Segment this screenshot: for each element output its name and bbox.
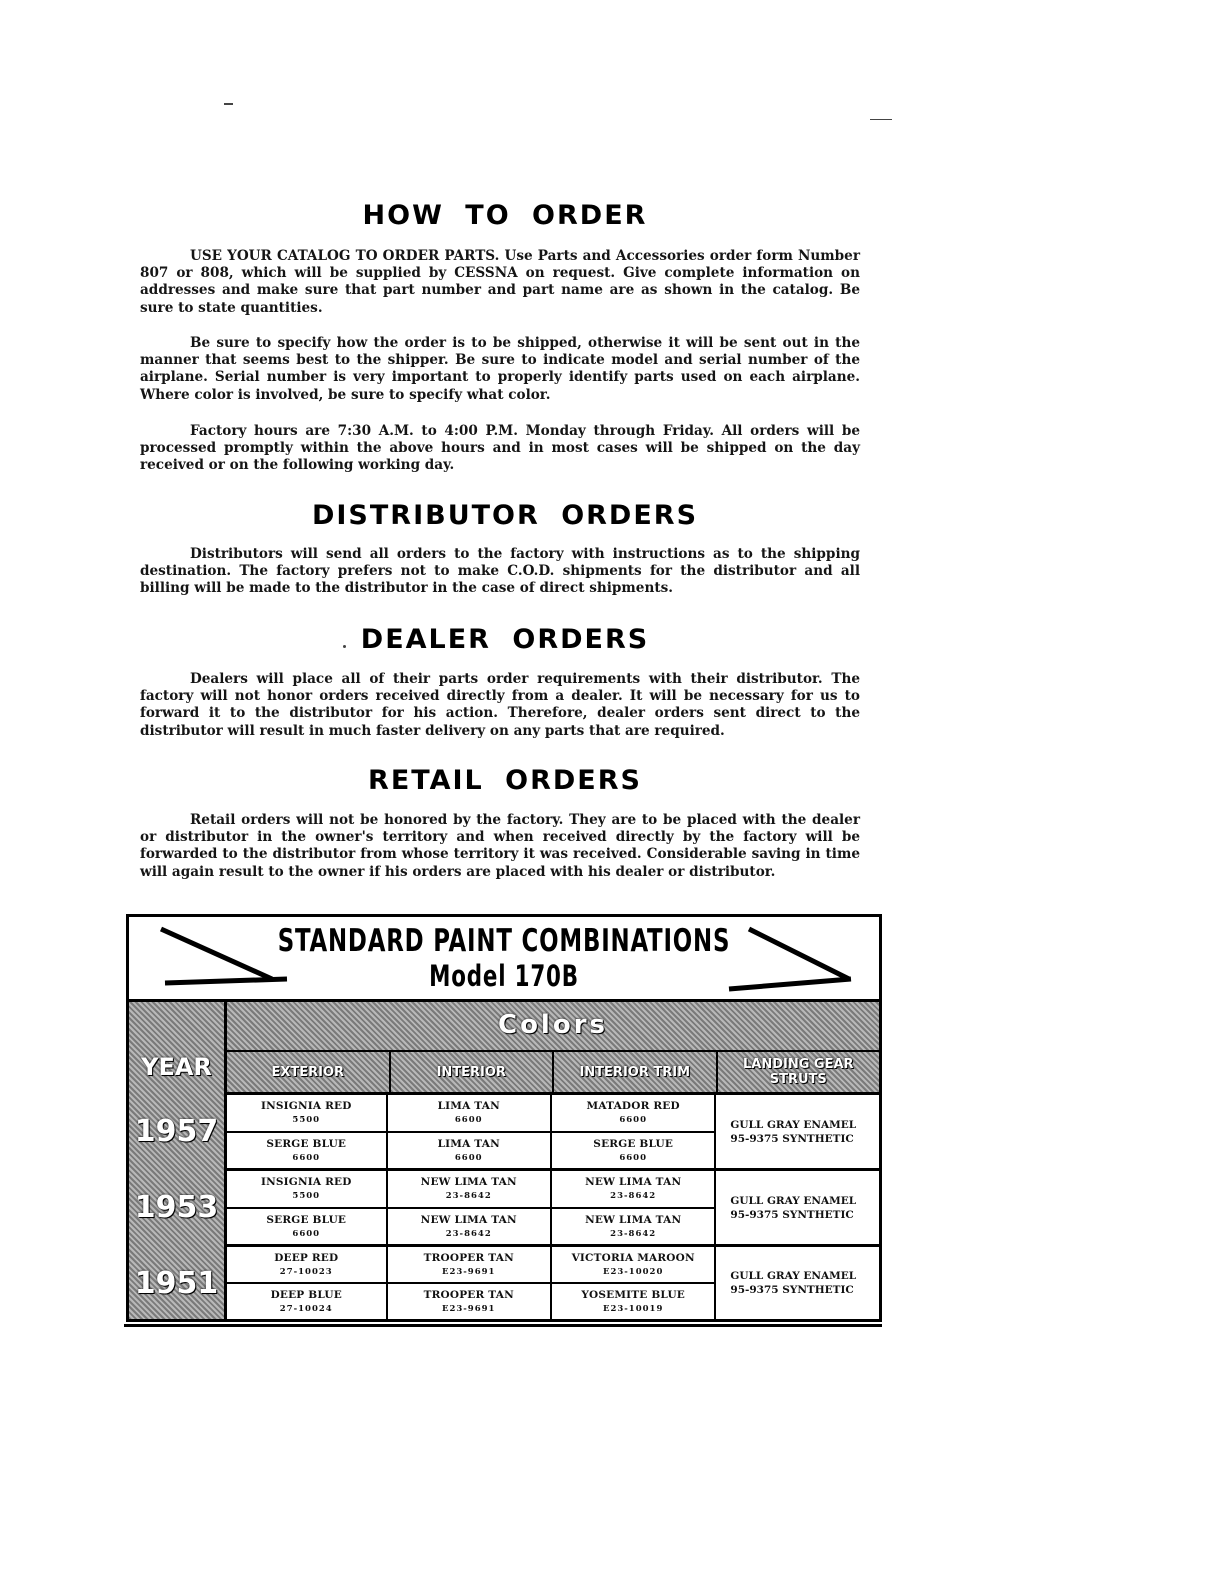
color-code: 6600: [619, 1115, 648, 1126]
column-header-interior-trim: INTERIOR TRIM: [554, 1052, 718, 1092]
column-header-exterior: EXTERIOR: [227, 1052, 391, 1092]
color-name: NEW LIMA TAN: [585, 1213, 682, 1226]
gear-paint: GULL GRAY ENAMEL: [730, 1194, 857, 1207]
paragraph: Be sure to specify how the order is to be shipped, otherwise it will be sent out in the manner that seems best to the shipper. Be sure to indicate model and serial number of the airplane. Serial number is very important to properly identify parts used on each airplane. Where color is involved, be sure to specify what color.: [140, 335, 860, 403]
color-name: DEEP BLUE: [270, 1289, 342, 1301]
paint-combinations-table: [126, 914, 882, 1322]
color-name: TROOPER TAN: [423, 1289, 514, 1301]
landing-gear-column: [716, 1095, 879, 1168]
color-name: NEW LIMA TAN: [420, 1213, 517, 1226]
colors-header-band: [227, 1002, 879, 1052]
year-block-1957: [227, 1095, 879, 1171]
color-name: DEEP RED: [274, 1252, 339, 1264]
color-code: 6600: [292, 1152, 321, 1163]
color-code: 5500: [292, 1191, 321, 1202]
color-cell: [227, 1207, 386, 1245]
heading-retail-orders: RETAIL ORDERS: [368, 765, 642, 796]
color-code: 6600: [292, 1228, 321, 1239]
color-cell: [552, 1131, 714, 1169]
color-cell: [388, 1247, 550, 1282]
color-cell: [552, 1207, 714, 1245]
year-label: 1951: [134, 1266, 219, 1301]
color-name: INSIGNIA RED: [260, 1176, 352, 1189]
interior-column: [388, 1095, 552, 1168]
color-cell: [227, 1282, 386, 1319]
color-name: NEW LIMA TAN: [585, 1176, 682, 1189]
paragraph: Retail orders will not be honored by the factory. They are to be placed with the dealer or distributor in the owner's territory and when received directly by the factory will be forwarded to the distributor from whose territory it was received. Considerable saving in time will again result to the owner if his orders are placed with his dealer or distributor.: [140, 812, 860, 880]
interior-trim-column: [552, 1171, 716, 1244]
landing-gear-column: [716, 1247, 879, 1319]
paragraph: Dealers will place all of their parts order requirements with their distributor. The factory will not honor orders received directly from a dealer. It will be necessary for us to forward it to the distributor for his action. Therefore, dealer orders sent direct to the distributor will result in much faster delivery on any parts that are required.: [140, 671, 860, 739]
color-code: 6600: [619, 1152, 648, 1163]
color-name: SERGE BLUE: [266, 1213, 347, 1226]
color-cell: [552, 1282, 714, 1319]
year-block-1953: [227, 1171, 879, 1247]
interior-column: [388, 1247, 552, 1319]
year-label: 1957: [134, 1114, 219, 1149]
color-code: E23-10019: [602, 1304, 664, 1314]
gear-paint-code: 95-9375 SYNTHETIC: [730, 1132, 854, 1145]
color-code: 5500: [292, 1115, 321, 1126]
gear-paint: GULL GRAY ENAMEL: [730, 1270, 857, 1282]
color-cell: [552, 1095, 714, 1131]
color-code: 6600: [454, 1152, 483, 1163]
interior-trim-column: [552, 1247, 716, 1319]
year-header: YEAR: [141, 1053, 212, 1081]
heading-how-to-order: HOW TO ORDER: [362, 200, 648, 231]
color-code: E23-9691: [441, 1267, 496, 1277]
color-name: SERGE BLUE: [593, 1137, 674, 1150]
table-bottom-rule: [124, 1324, 882, 1327]
interior-column: [388, 1171, 552, 1244]
color-code: 23-8642: [610, 1228, 657, 1239]
landing-gear-column: [716, 1171, 879, 1244]
paragraph: USE YOUR CATALOG TO ORDER PARTS. Use Parts and Accessories order form Number 807 or 808, which will be supplied by CESSNA on request. Give complete information on addresses and make sure that part number and part name are as shown in the catalog. Be sure to state quantities.: [140, 248, 860, 316]
color-cell: [388, 1207, 550, 1245]
color-cell: [388, 1095, 550, 1131]
color-name: LIMA TAN: [437, 1137, 500, 1150]
heading-distributor-orders: DISTRIBUTOR ORDERS: [311, 500, 699, 531]
color-name: NEW LIMA TAN: [420, 1176, 517, 1189]
color-code: 23-8642: [445, 1191, 492, 1202]
column-header-landing-gear: LANDING GEAR STRUTS: [742, 1057, 854, 1087]
color-code: 23-8642: [610, 1191, 657, 1202]
color-name: YOSEMITE BLUE: [581, 1289, 686, 1301]
year-block-1951: [227, 1247, 879, 1319]
exterior-column: [227, 1095, 388, 1168]
paragraph: Factory hours are 7:30 A.M. to 4:00 P.M. Monday through Friday. All orders will be processed promptly within the above hours and in most cases will be shipped on the day received or on the following working day.: [140, 423, 860, 474]
gear-paint-code: 95-9375 SYNTHETIC: [730, 1208, 854, 1221]
color-cell: [388, 1282, 550, 1319]
color-name: VICTORIA MAROON: [571, 1252, 695, 1264]
column-header-row: [227, 1052, 879, 1095]
paragraph: Distributors will send all orders to the factory with instructions as to the shipping destination. The factory prefers not to make C.O.D. shipments for the distributor and all billing will be made to the distributor in the case of direct shipments.: [140, 546, 860, 597]
table-title-band: [129, 917, 879, 1002]
scan-mark: [224, 103, 233, 105]
color-cell: [552, 1171, 714, 1207]
year-label: 1953: [134, 1190, 219, 1225]
interior-trim-column: [552, 1095, 716, 1168]
table-subtitle: Model 170B: [429, 959, 579, 993]
color-name: SERGE BLUE: [266, 1137, 347, 1150]
exterior-column: [227, 1171, 388, 1244]
color-name: MATADOR RED: [586, 1100, 680, 1113]
color-cell: [388, 1171, 550, 1207]
color-code: 6600: [454, 1115, 483, 1126]
heading-dealer-orders: DEALER ORDERS: [360, 624, 650, 655]
scan-mark: [870, 119, 892, 120]
color-code: 27-10024: [279, 1304, 333, 1314]
exterior-column: [227, 1247, 388, 1319]
colors-header: Colors: [497, 1010, 608, 1040]
color-cell: [552, 1247, 714, 1282]
table-title: STANDARD PAINT COMBINATIONS: [277, 923, 731, 959]
color-name: INSIGNIA RED: [260, 1100, 352, 1113]
color-cell: [227, 1131, 386, 1169]
color-code: E23-9691: [441, 1304, 496, 1314]
color-name: TROOPER TAN: [423, 1252, 514, 1264]
color-cell: [227, 1171, 386, 1207]
gear-paint-code: 95-9375 SYNTHETIC: [730, 1284, 854, 1296]
color-code: 27-10023: [279, 1267, 333, 1277]
color-cell: [227, 1247, 386, 1282]
color-name: LIMA TAN: [437, 1100, 500, 1113]
color-cell: [227, 1095, 386, 1131]
color-code: 23-8642: [445, 1228, 492, 1239]
color-cell: [388, 1131, 550, 1169]
gear-paint: GULL GRAY ENAMEL: [730, 1118, 857, 1131]
year-column: [129, 1002, 227, 1319]
color-code: E23-10020: [602, 1267, 664, 1277]
column-header-interior: INTERIOR: [391, 1052, 555, 1092]
